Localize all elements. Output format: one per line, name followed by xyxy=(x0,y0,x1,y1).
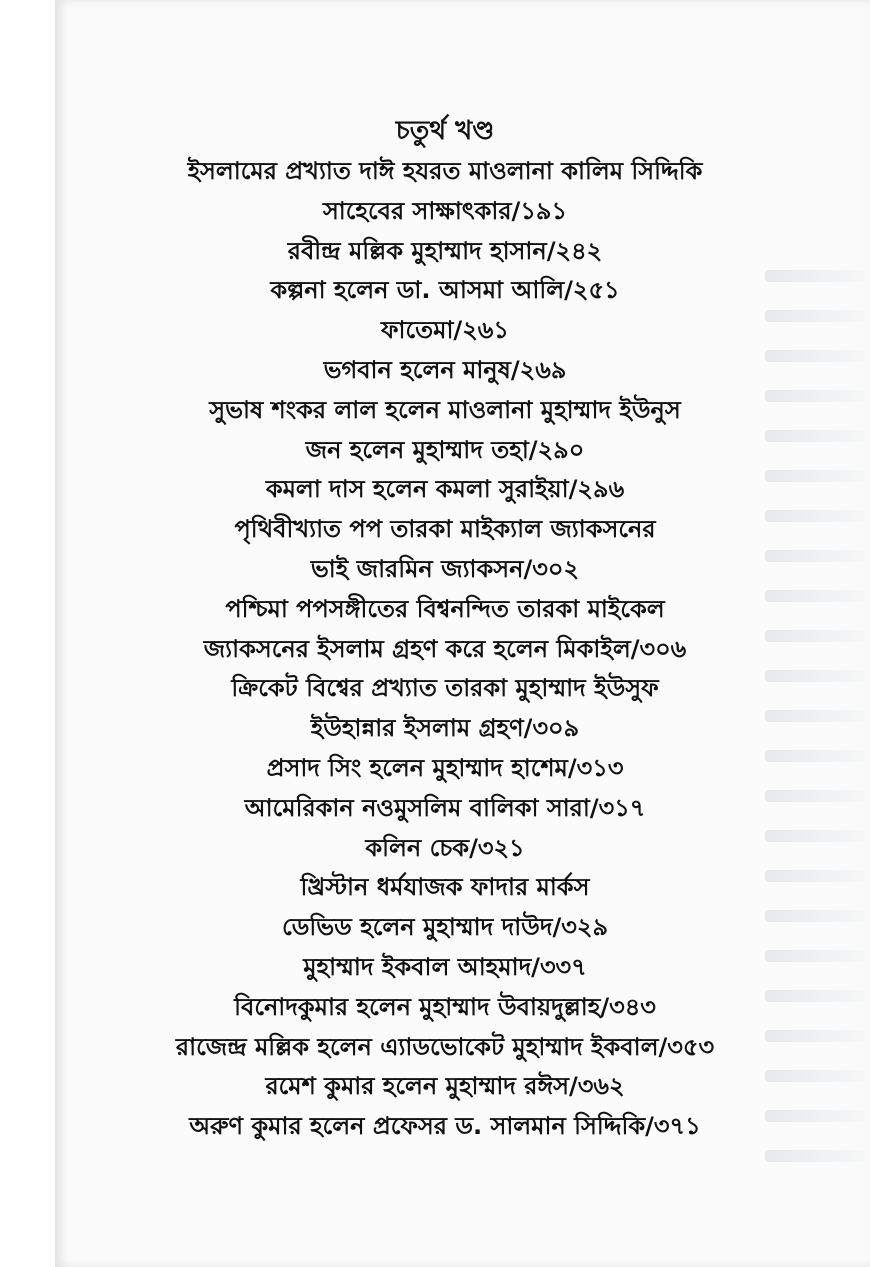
toc-entry: পশ্চিমা পপসঙ্গীতের বিশ্বনন্দিত তারকা মাইকেল xyxy=(225,594,665,623)
toc-entry: ইসলামের প্রখ্যাত দাঈ হযরত মাওলানা কালিম সিদ্দিকি xyxy=(187,157,703,185)
toc-entry: বিনোদকুমার হলেন মুহাম্মাদ উবায়দুল্লাহ/৩৪৩ xyxy=(234,992,656,1021)
toc-entry: মুহাম্মাদ ইকবাল আহমাদ/৩৩৭ xyxy=(303,952,587,981)
toc-entry: কল্পনা হলেন ডা. আসমা আলি/২৫১ xyxy=(270,276,620,305)
toc-entry: খ্রিস্টান ধর্মযাজক ফাদার মার্কস xyxy=(300,873,590,902)
toc-entry: ক্রিকেট বিশ্বের প্রখ্যাত তারকা মুহাম্মাদ ইউসুফ xyxy=(231,674,659,703)
toc-entry: ইউহান্নার ইসলাম গ্রহণ/৩০৯ xyxy=(310,714,580,743)
toc-entry: রবীন্দ্র মল্লিক মুহাম্মাদ হাসান/২৪২ xyxy=(287,236,603,265)
toc-entry: কলিন চেক/৩২১ xyxy=(365,833,525,862)
toc-entry: প্রসাদ সিং হলেন মুহাম্মাদ হাশেম/৩১৩ xyxy=(266,753,624,782)
left-margin xyxy=(0,0,55,1267)
toc-entry: অরুণ কুমার হলেন প্রফেসর ড. সালমান সিদ্দিকি/৩৭১ xyxy=(189,1112,701,1141)
toc-entry: পৃথিবীখ্যাত পপ তারকা মাইক্যাল জ্যাকসনের xyxy=(234,515,656,544)
section-heading: চতুর্থ খণ্ড xyxy=(395,116,495,146)
toc-entry: জন হলেন মুহাম্মাদ তহা/২৯০ xyxy=(305,435,585,464)
toc-entry: ডেভিড হলেন মুহাম্মাদ দাউদ/৩২৯ xyxy=(281,913,609,942)
toc-entry: জ্যাকসনের ইসলাম গ্রহণ করে হলেন মিকাইল/৩০৬ xyxy=(203,634,687,663)
toc-entry: ফাতেমা/২৬১ xyxy=(381,316,509,345)
toc-entry: আমেরিকান নওমুসলিম বালিকা সারা/৩১৭ xyxy=(244,793,646,822)
toc-entry: সুভাষ শংকর লাল হলেন মাওলানা মুহাম্মাদ ইউনুস xyxy=(209,395,681,424)
toc-entry: সাহেবের সাক্ষাৎকার/১৯১ xyxy=(322,196,568,225)
toc-entry: রাজেন্দ্র মল্লিক হলেন এ্যাডভোকেট মুহাম্মাদ ইকবাল/৩৫৩ xyxy=(175,1032,715,1061)
toc-entry: ভগবান হলেন মানুষ/২৬৯ xyxy=(323,355,567,384)
toc-entry: ভাই জারমিন জ্যাকসন/৩০২ xyxy=(310,554,580,583)
toc-entry: রমেশ কুমার হলেন মুহাম্মাদ রঈস/৩৬২ xyxy=(265,1072,625,1101)
toc-entry: কমলা দাস হলেন কমলা সুরাইয়া/২৯৬ xyxy=(265,475,625,504)
table-of-contents xyxy=(95,112,795,1147)
